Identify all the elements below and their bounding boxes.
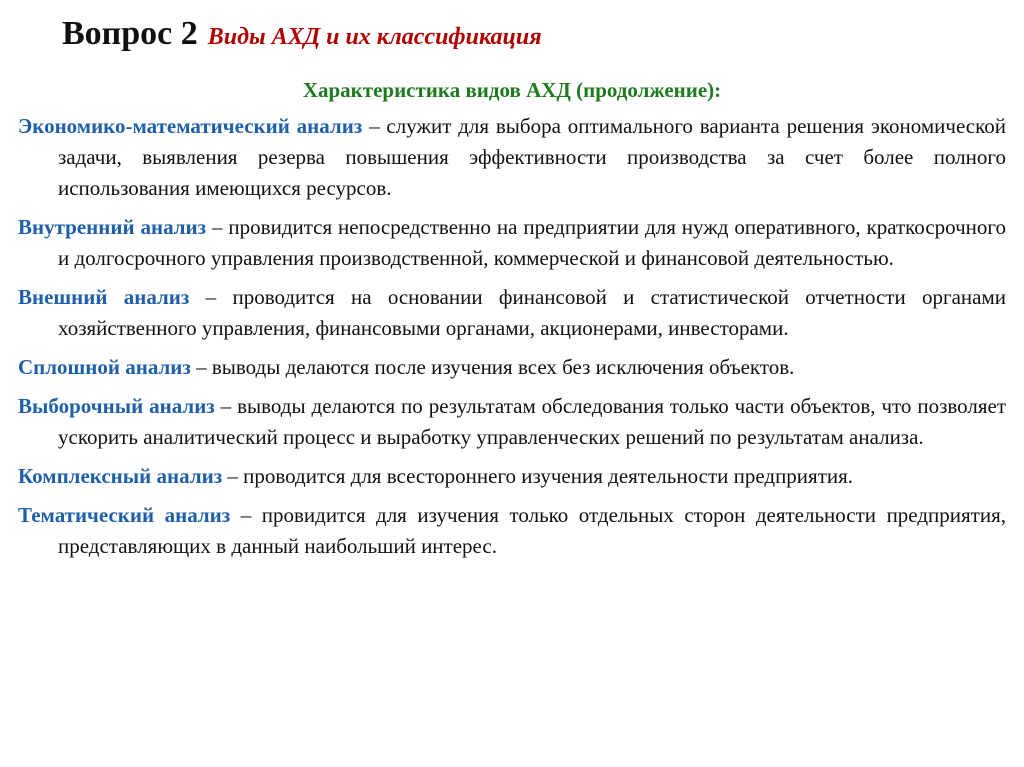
- definition-item-external: Внешний анализ – проводится на основании финансовой и статистической отчетности органами хозяйственного управления, финансовыми органами, акционерами, инвесторами.: [18, 285, 1007, 340]
- slide-title: [62, 8, 542, 66]
- definition-text: выводы делаются после изучения всех без исключения объектов.: [211, 355, 795, 379]
- definition-text: проводится на основании финансовой и статистической отчетности органами хозяйственного управления, финансовыми органами, акционерами, инвесторами.: [58, 285, 1007, 340]
- definition-text: выводы делаются по результатам обследования только части объектов, что позволяет ускорить аналитический процесс и выработку управленческих решений по результатам анализа.: [58, 394, 1006, 449]
- definition-item-internal: Внутренний анализ – провидится непосредственно на предприятии для нужд оперативного, краткосрочного и долгосрочного управления производственной, коммерческой и финансовой деятельностью.: [18, 215, 1006, 270]
- definition-term: Сплошной анализ: [18, 355, 191, 379]
- title-subtitle: Виды АХД и их классификация: [207, 24, 542, 50]
- definition-term: Выборочный анализ: [18, 394, 215, 418]
- definition-term: Комплексный анализ: [18, 464, 223, 488]
- section-heading: Характеристика видов АХД (продолжение):: [302, 78, 722, 102]
- definition-text: служит для выбора оптимального варианта решения экономической задачи, выявления резерва повышения эффективности производства за счет более полного использования имеющихся ресурсов.: [58, 114, 1006, 200]
- definition-term: Тематический анализ: [18, 503, 231, 527]
- definition-item-complex: Комплексный анализ – проводится для всестороннего изучения деятельности предприятия.: [18, 464, 854, 488]
- definition-text: провидится для изучения только отдельных сторон деятельности предприятия, представляющих в данный наибольший интерес.: [58, 503, 1006, 558]
- definition-term: Внутренний анализ: [18, 215, 207, 239]
- definition-item-thematic: Тематический анализ – провидится для изучения только отдельных сторон деятельности предприятия, представляющих в данный наибольший интерес.: [18, 503, 1006, 558]
- definition-item-economic-mathematical: Экономико-математический анализ – служит для выбора оптимального варианта решения экономической задачи, выявления резерва повышения эффективности производства за счет более полного использования имеющихся ресурсов.: [18, 114, 1006, 200]
- title-main: Вопрос 2: [62, 15, 198, 52]
- definition-term: Экономико-математический анализ: [18, 114, 363, 138]
- definition-item-selective: Выборочный анализ – выводы делаются по результатам обследования только части объектов, что позволяет ускорить аналитический процесс и выработку управленческих решений по результатам анализа.: [18, 394, 1006, 449]
- definition-item-continuous: Сплошной анализ – выводы делаются после изучения всех без исключения объектов.: [18, 355, 795, 379]
- definition-list: [18, 111, 1006, 570]
- definition-text: проводится для всестороннего изучения деятельности предприятия.: [243, 464, 854, 488]
- definition-text: провидится непосредственно на предприятии для нужд оперативного, краткосрочного и долгосрочного управления производственной, коммерческой и финансовой деятельностью.: [58, 215, 1006, 270]
- definition-term: Внешний анализ: [18, 285, 190, 309]
